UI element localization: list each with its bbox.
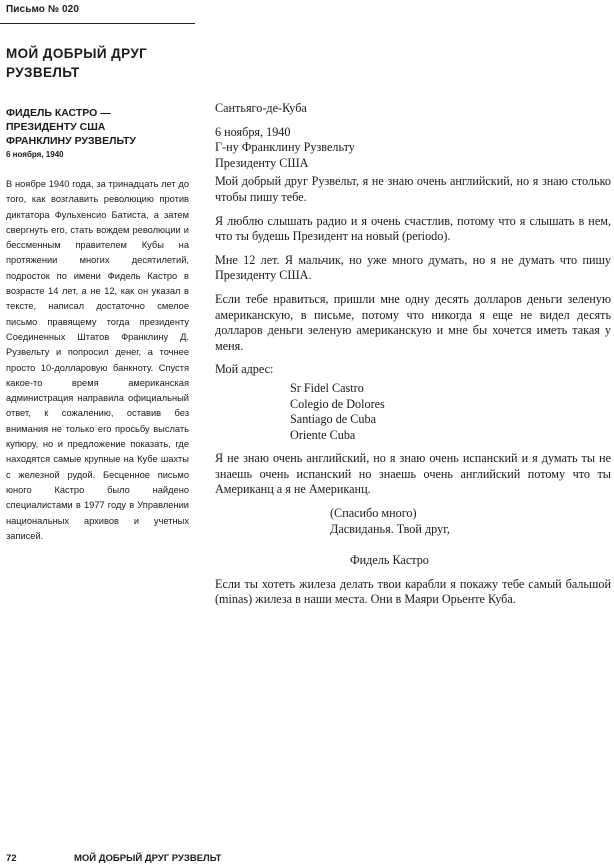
address-line: Sr Fidel Castro bbox=[290, 380, 364, 395]
page-title: МОЙ ДОБРЫЙ ДРУГ РУЗВЕЛЬТ bbox=[6, 46, 148, 80]
address-label: Мой адрес: bbox=[215, 362, 274, 377]
letter-date-line: 6 ноября, 1940 bbox=[215, 124, 291, 139]
letter-signature: Фидель Кастро bbox=[350, 553, 429, 568]
letter-number: Письмо № 020 bbox=[6, 4, 80, 15]
letter-addressee-title: Президенту США bbox=[215, 155, 309, 170]
address-line: Colegio de Dolores bbox=[290, 396, 385, 411]
heading-line: ФРАНКЛИНУ РУЗВЕЛЬТУ bbox=[6, 135, 136, 147]
letter-paragraph: Мой добрый друг Рузвельт, я не знаю очень английский, но я знаю столько чтобы пишу тебе. bbox=[215, 174, 611, 204]
letter-body bbox=[215, 101, 611, 608]
letter-place: Сантьяго-де-Куба bbox=[215, 101, 307, 115]
heading-line: ФИДЕЛЬ КАСТРО — bbox=[6, 107, 111, 119]
letter-addressee: Г-ну Франклину Рузвельту bbox=[215, 140, 355, 155]
heading-line: ПРЕЗИДЕНТУ США bbox=[6, 121, 106, 133]
letter-thanks: (Спасибо много) bbox=[330, 506, 417, 521]
address-line: Oriente Cuba bbox=[290, 427, 356, 442]
letter-date: 6 ноября, 1940 bbox=[6, 150, 64, 159]
page-footer bbox=[6, 853, 221, 864]
intro-text: В ноябре 1940 года, за тринадцать лет до того, как возглавить революцию против диктатора Фульхенсио Батиста, а затем свергнуть его, стать вождем революции и бессменным правителем Кубы на протяжении многих десятилетий, подросток по имени Фидель Кастро в возрасте 14 лет, а не 12, как он указал в тексте, написал достаточно смелое письмо правящему тогда президенту Соединенных Штатов Франклину Д. Рузвельту и попросил денег, а точнее просто 10-долларовую банкноту. Спустя какое-то время американская администрация направила официальный ответ, к сожалению, оставив без внимания не только его просьбу выслать купюру, но и предложение показать, где находятся самые крупные на Кубе шахты с железной рудой. Бесценное письмо юного Кастро было найдено специалистами в 1977 году в Управлении национальных архивов и учетных записей. bbox=[6, 179, 189, 541]
letter-paragraph: Если тебе нравиться, пришли мне одну десять долларов деньги зеленую американскую, в письме, потому что никогда я еще не видел десять долларов деньги зеленую американскую и мне бы хочется иметь такая у меня. bbox=[215, 291, 611, 353]
address-line: Santiago de Cuba bbox=[290, 412, 376, 427]
letter-paragraph: Мне 12 лет. Я мальчик, но уже много думать, но я не думать что пишу Президенту США. bbox=[215, 252, 611, 283]
letter-paragraph: Я люблю слышать радио и я очень счастлив, потому что я слышать в нем, что ты будешь Президент на новый (periodo). bbox=[215, 213, 611, 244]
letter-postscript: Если ты хотеть жилеза делать твои карабли я покажу тебе самый бальшой (minas) жилеза в наши места. Они в Маяри Орьенте Куба. bbox=[215, 576, 611, 607]
letter-farewell: Дасвиданья. Твой друг, bbox=[330, 521, 450, 536]
running-title: МОЙ ДОБРЫЙ ДРУГ РУЗВЕЛЬТ bbox=[74, 853, 222, 864]
letter-paragraph: Я не знаю очень английский, но я знаю очень испанский и я думать ты не знаешь очень испанский но знаешь очень английский потому что ты Американц а я не Американц. bbox=[215, 451, 611, 497]
header-rule bbox=[0, 23, 195, 24]
address-block bbox=[215, 381, 611, 443]
page-number: 72 bbox=[6, 853, 17, 864]
letter-heading bbox=[6, 106, 191, 148]
